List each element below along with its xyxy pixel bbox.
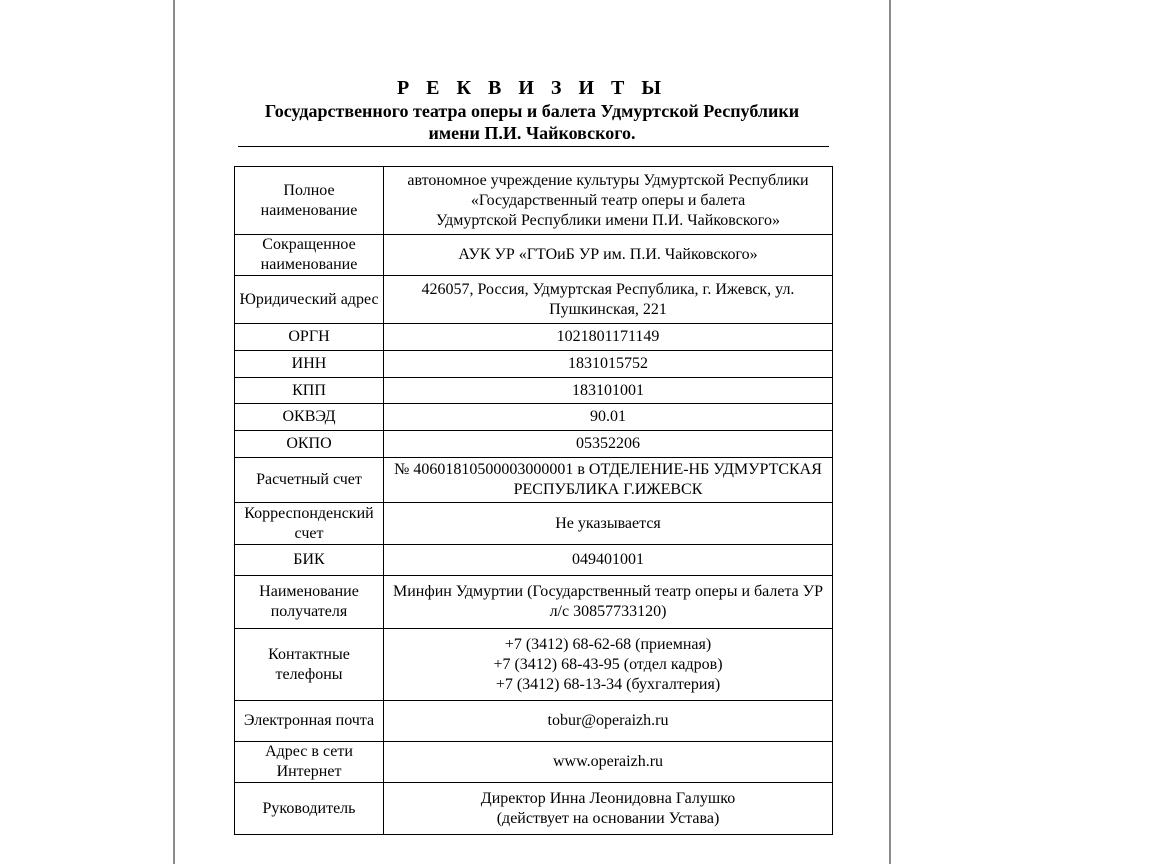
row-value: автономное учреждение культуры Удмуртской Республики «Государственный театр оперы и балета Удмуртской Республики имени П.И. Чайковского» bbox=[384, 167, 833, 235]
row-label: БИК bbox=[235, 545, 384, 576]
document-heading bbox=[175, 76, 889, 144]
row-label: Наименование получателя bbox=[235, 576, 384, 629]
row-value: АУК УР «ГТОиБ УР им. П.И. Чайковского» bbox=[384, 235, 833, 276]
row-contact-phones bbox=[235, 629, 833, 701]
row-label: Электронная почта bbox=[235, 701, 384, 742]
row-okpo bbox=[235, 431, 833, 458]
row-full-name bbox=[235, 167, 833, 235]
row-label: ОКВЭД bbox=[235, 404, 384, 431]
row-label: Сокращенное наименование bbox=[235, 235, 384, 276]
row-value: № 40601810500003000001 в ОТДЕЛЕНИЕ-НБ УДМУРТСКАЯ РЕСПУБЛИКА Г.ИЖЕВСК bbox=[384, 458, 833, 503]
row-label: Контактные телефоны bbox=[235, 629, 384, 701]
row-label: Руководитель bbox=[235, 783, 384, 835]
row-legal-address bbox=[235, 276, 833, 324]
requisites-table bbox=[234, 166, 833, 835]
document-subtitle-line2: имени П.И. Чайковского. bbox=[428, 123, 636, 143]
row-okved bbox=[235, 404, 833, 431]
row-value: 05352206 bbox=[384, 431, 833, 458]
row-correspondent-account bbox=[235, 503, 833, 545]
document-subtitle-line1: Государственного театра оперы и балета Удмуртской Республики bbox=[264, 101, 800, 121]
row-recipient-name bbox=[235, 576, 833, 629]
row-value: Директор Инна Леонидовна Галушко (действует на основании Устава) bbox=[384, 783, 833, 835]
row-value: 183101001 bbox=[384, 378, 833, 404]
row-value: 1021801171149 bbox=[384, 324, 833, 351]
row-label: Расчетный счет bbox=[235, 458, 384, 503]
document-title: Р Е К В И З И Т Ы bbox=[396, 77, 668, 99]
row-label: Юридический адрес bbox=[235, 276, 384, 324]
row-label: Полное наименование bbox=[235, 167, 384, 235]
row-website bbox=[235, 742, 833, 783]
heading-divider bbox=[238, 146, 829, 147]
row-value: www.operaizh.ru bbox=[384, 742, 833, 783]
row-settlement-account bbox=[235, 458, 833, 503]
row-bik bbox=[235, 545, 833, 576]
row-director bbox=[235, 783, 833, 835]
row-value: 90.01 bbox=[384, 404, 833, 431]
row-email bbox=[235, 701, 833, 742]
row-label: ОКПО bbox=[235, 431, 384, 458]
row-label: ИНН bbox=[235, 351, 384, 378]
row-value: tobur@operaizh.ru bbox=[384, 701, 833, 742]
row-label: КПП bbox=[235, 378, 384, 404]
row-label: ОРГН bbox=[235, 324, 384, 351]
row-value: 1831015752 bbox=[384, 351, 833, 378]
row-value: 426057, Россия, Удмуртская Республика, г. Ижевск, ул. Пушкинская, 221 bbox=[384, 276, 833, 324]
row-short-name bbox=[235, 235, 833, 276]
row-value: Минфин Удмуртии (Государственный театр оперы и балета УР л/с 30857733120) bbox=[384, 576, 833, 629]
row-label: Корреспонденский счет bbox=[235, 503, 384, 545]
row-label: Адрес в сети Интернет bbox=[235, 742, 384, 783]
row-value: +7 (3412) 68-62-68 (приемная) +7 (3412) 68-43-95 (отдел кадров) +7 (3412) 68-13-34 (бухгалтерия) bbox=[384, 629, 833, 701]
row-value: Не указывается bbox=[384, 503, 833, 545]
document-page bbox=[173, 0, 891, 864]
row-inn bbox=[235, 351, 833, 378]
row-ogrn bbox=[235, 324, 833, 351]
row-kpp bbox=[235, 378, 833, 404]
row-value: 049401001 bbox=[384, 545, 833, 576]
